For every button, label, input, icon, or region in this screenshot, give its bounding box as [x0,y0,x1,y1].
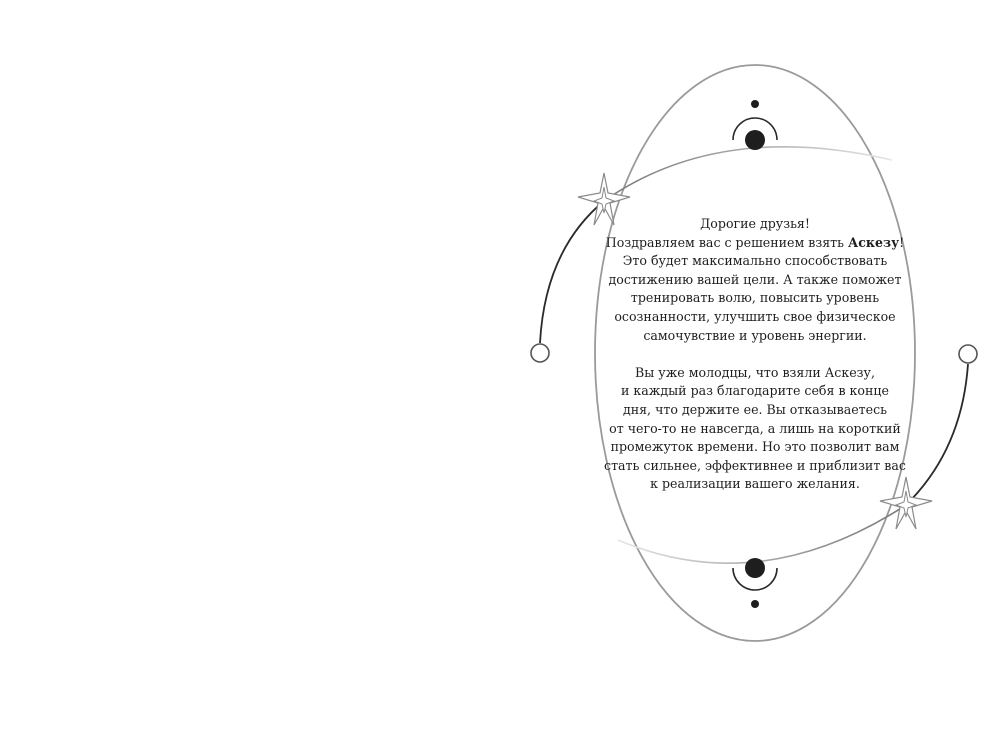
left-ring-icon [531,344,549,362]
right-ring-icon [959,345,977,363]
paragraph-1-line: осознанности, улучшить свое физическое [614,308,896,324]
paragraph-2-line: и каждый раз благодарите себя в конце [621,383,889,399]
paragraph-2-line: от чего-то не навсегда, а лишь на короткий [609,420,901,436]
askeza-emphasis: Аскезу [848,234,900,250]
bottom-moon-dot-icon [751,600,759,608]
paragraph-1-line: достижению вашей цели. А также поможет [608,271,902,287]
top-moon-dot-icon [751,100,759,108]
lower-orbit-arc [618,505,906,563]
paragraph-2-line: стать сильнее, эффективнее и приблизит вас [604,457,906,473]
right-dark-arc [906,364,968,505]
top-planet-icon [745,130,765,150]
paragraph-2-line: дня, что держите ее. Вы отказываетесь [622,401,888,417]
paragraph-1-line: Это будет максимально способствовать [622,253,888,269]
paragraph-1-line: самочувствие и уровень энергии. [643,327,867,343]
congratulation-text: Поздравляем вас с решением взять [605,234,848,250]
bottom-planet-icon [745,558,765,578]
congratulation-line [600,234,910,253]
letter-text [600,215,910,494]
paragraph-2-line: к реализации вашего желания. [650,476,860,492]
paragraph-2-line: Вы уже молодцы, что взяли Аскезу, [635,364,875,380]
upper-orbit-arc [604,147,892,201]
paragraph-gap [600,345,910,364]
paragraph-1-line: тренировать волю, повысить уровень [630,290,880,306]
congratulation-exclamation: ! [899,234,905,250]
paragraph-2-line: промежуток времени. Но это позволит вам [610,439,900,455]
greeting: Дорогие друзья! [700,216,810,231]
